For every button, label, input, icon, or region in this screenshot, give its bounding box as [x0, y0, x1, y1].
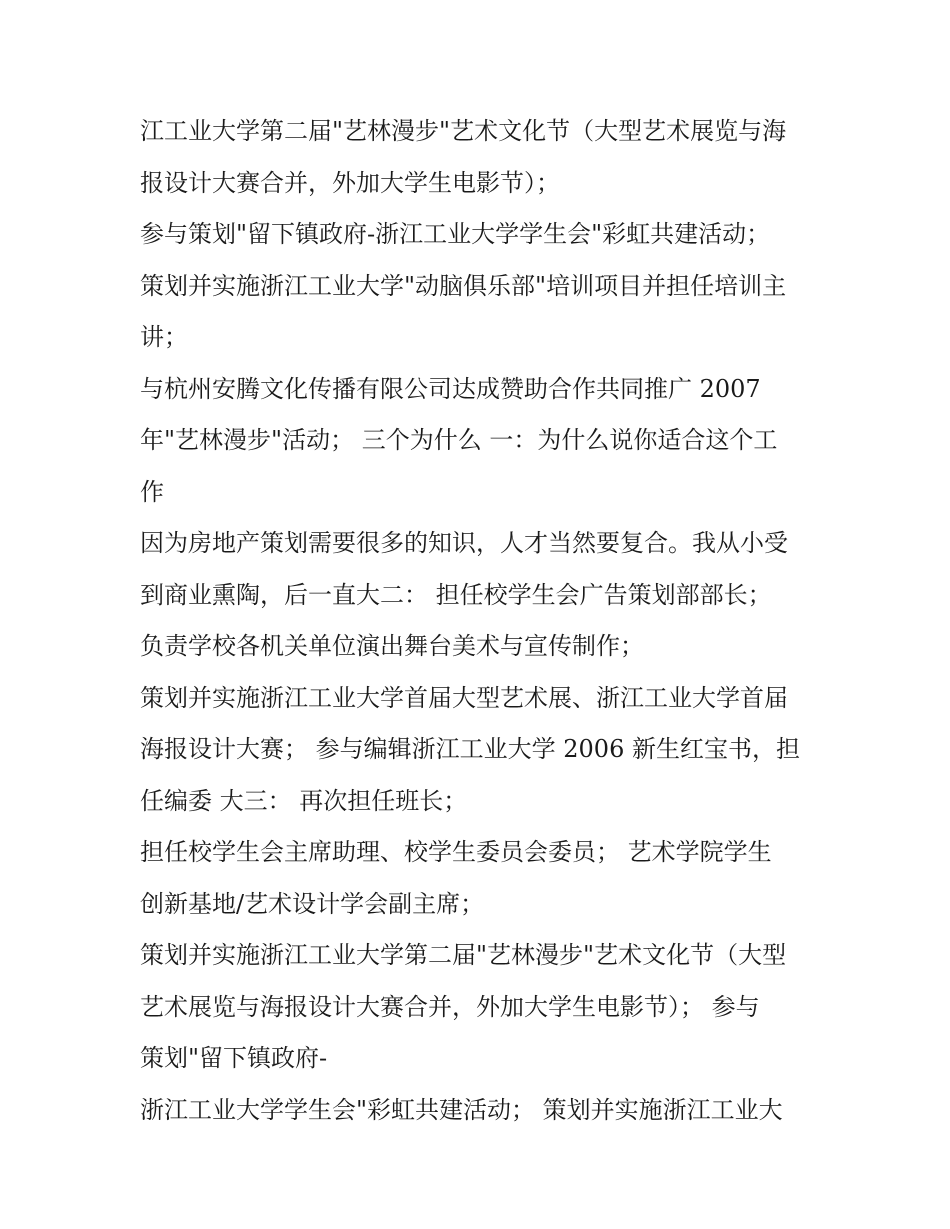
- text-line: 策划并实施浙江工业大学"动脑俱乐部"培训项目并担任培训主: [140, 271, 787, 300]
- text-line: 创新基地/艺术设计学会副主席；: [140, 889, 485, 918]
- text-line: 海报设计大赛； 参与编辑浙江工业大学 2006 新生红宝书，担: [140, 735, 800, 763]
- text-line: 报设计大赛合并，外加大学生电影节）；: [140, 168, 560, 197]
- text-line: 策划"留下镇政府-: [140, 1044, 328, 1072]
- text-line: 负责学校各机关单位演出舞台美术与宣传制作；: [140, 632, 644, 660]
- text-line: 浙江工业大学学生会"彩虹共建活动； 策划并实施浙江工业大: [140, 1095, 783, 1124]
- text-line: 江工业大学第二届"艺林漫步"艺术文化节（大型艺术展览与海: [140, 117, 787, 145]
- text-line: 讲；: [140, 323, 188, 351]
- text-line: 担任校学生会主席助理、校学生委员会委员； 艺术学院学生: [140, 838, 772, 866]
- text-line: 参与策划"留下镇政府-浙江工业大学学生会"彩虹共建活动；: [140, 220, 771, 248]
- text-line: 到商业熏陶，后一直大二： 担任校学生会广告策划部部长；: [140, 580, 772, 609]
- text-line: 艺术展览与海报设计大赛合并，外加大学生电影节）； 参与: [140, 992, 760, 1021]
- text-line: 年"艺林漫步"活动； 三个为什么 一：为什么说你适合这个工: [140, 426, 778, 454]
- text-line: 作: [140, 477, 164, 506]
- text-line: 策划并实施浙江工业大学首届大型艺术展、浙江工业大学首届: [140, 683, 788, 712]
- text-line: 因为房地产策划需要很多的知识，人才当然要复合。我从小受: [140, 529, 788, 557]
- text-line: 与杭州安腾文化传播有限公司达成赞助合作共同推广 2007: [140, 374, 761, 403]
- text-line: 策划并实施浙江工业大学第二届"艺林漫步"艺术文化节（大型: [140, 941, 787, 969]
- document-body: [140, 106, 840, 1136]
- text-line: 任编委 大三： 再次担任班长；: [140, 786, 468, 815]
